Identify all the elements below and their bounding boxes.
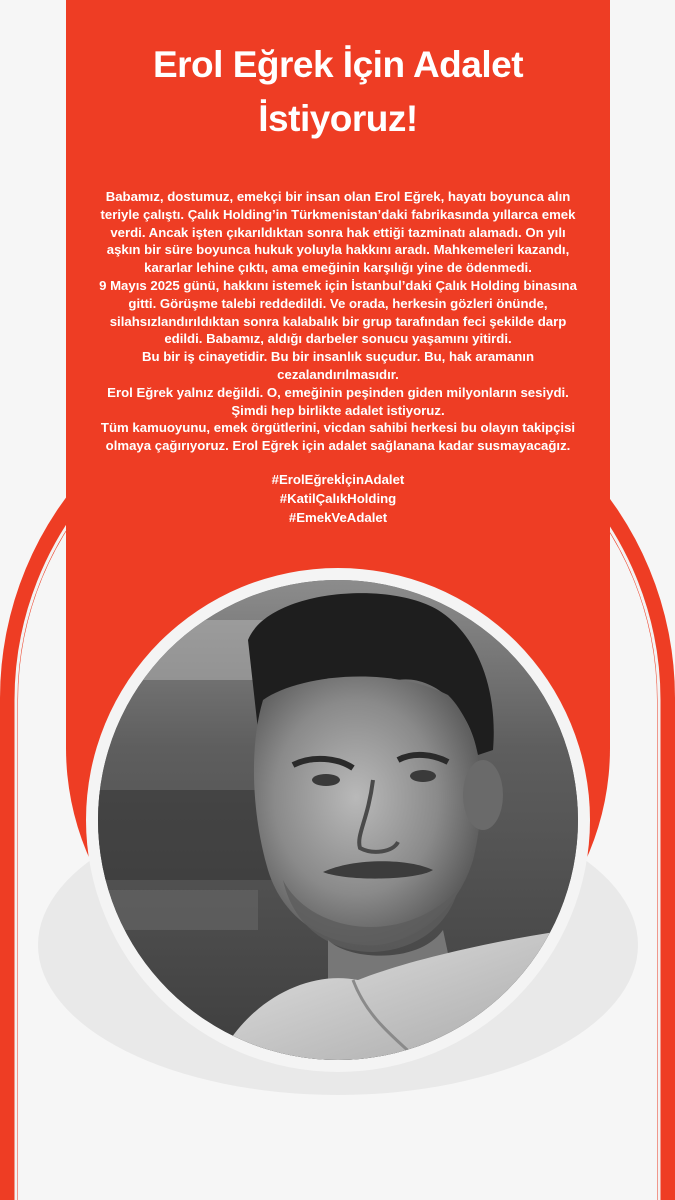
statement-line: Şimdi hep birlikte adalet istiyoruz. [231,402,445,418]
hashtag: #ErolEğrekİçinAdalet [271,471,405,487]
hashtag: #KatilÇalıkHolding [279,490,397,506]
statement-line: teriyle çalıştı. Çalık Holding’in Türkmenistan’daki fabrikasında yıllarca emek [100,206,576,222]
title-line-2: İstiyoruz! [258,98,418,139]
title-line-1: Erol Eğrek İçin Adalet [152,44,524,85]
statement-line: kararlar lehine çıktı, ama emeğinin karşılığı yine de ödenmedi. [144,260,532,276]
statement-line: cezalandırılmasıdır. [277,366,399,382]
statement-line: silahsızlandırıldıktan sonra kalabalık bir grup tarafından feci şekilde darp [109,313,567,329]
hashtag: #EmekVeAdalet [288,509,388,525]
statement-line: Bu bir iş cinayetidir. Bu bir insanlık suçudur. Bu, hak aramanın [141,349,535,365]
statement-line: Erol Eğrek yalnız değildi. O, emeğinin peşinden giden milyonların sesiydi. [107,384,569,400]
statement-text [70,188,606,455]
statement-line: edildi. Babamız, aldığı darbeler sonucu yaşamını yitirdi. [164,331,512,347]
statement-line: Babamız, dostumuz, emekçi bir insan olan Erol Eğrek, hayatı boyunca alın [105,189,571,204]
portrait-photo [98,580,578,1060]
statement-line: aşkın bir süre boyunca hukuk yoluyla hakkını aradı. Mahkemeleri kazandı, [106,242,570,258]
statement-line: 9 Mayıs 2025 günü, hakkını istemek için İstanbul’daki Çalık Holding binasına [99,277,577,293]
poster-content [66,0,610,527]
portrait-illustration [98,580,578,1060]
hashtag-list [66,470,610,527]
statement-line: olmaya çağırıyoruz. Erol Eğrek için adalet sağlanana kadar susmayacağız. [105,438,571,454]
statement-line: Tüm kamuoyunu, emek örgütlerini, vicdan sahibi herkesi bu olayın takipçisi [100,420,576,436]
statement-line: verdi. Ancak işten çıkarıldıktan sonra hak ettiği tazminatı alamadı. On yılı [110,224,566,240]
statement-line: gitti. Görüşme talebi reddedildi. Ve orada, herkesin gözleri önünde, [128,295,548,311]
poster-title [66,38,610,146]
